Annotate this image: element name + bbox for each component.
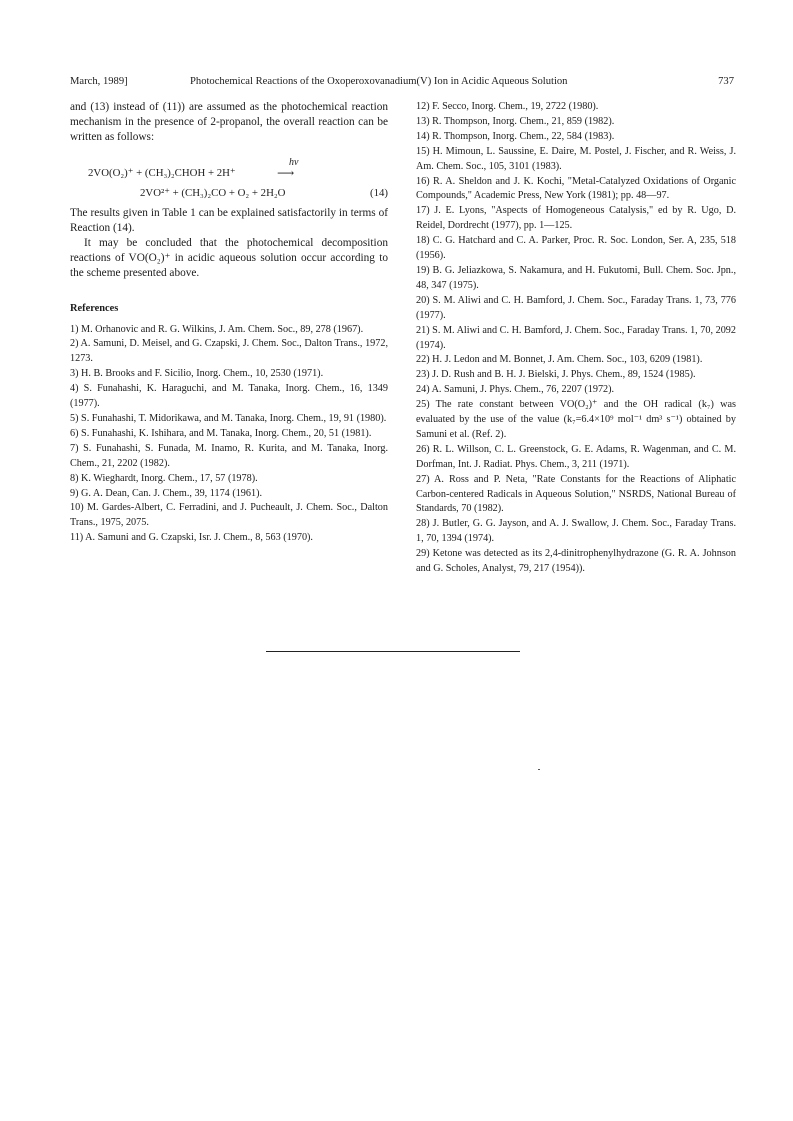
results-paragraph: The results given in Table 1 can be explained satisfactorily in terms of Reaction (14). — [70, 206, 388, 234]
reference-item: 20) S. M. Aliwi and C. H. Bamford, J. Chem. Soc., Faraday Trans. 1, 73, 776 (1977). — [416, 294, 736, 321]
reference-item: 15) H. Mimoun, L. Saussine, E. Daire, M. Postel, J. Fischer, and R. Weiss, J. Am. Chem. Soc., 105, 3101 (1983). — [416, 145, 736, 172]
reference-item: 2) A. Samuni, D. Meisel, and G. Czapski, J. Chem. Soc., Dalton Trans., 1972, 1273. — [70, 338, 388, 365]
reference-item: 21) S. M. Aliwi and C. H. Bamford, J. Chem. Soc., Faraday Trans. 1, 70, 2092 (1974). — [416, 324, 736, 351]
reference-item: 6) S. Funahashi, K. Ishihara, and M. Tanaka, Inorg. Chem., 20, 51 (1981). — [70, 427, 372, 439]
reference-item: 17) J. E. Lyons, "Aspects of Homogeneous Catalysis," ed by R. Ugo, D. Reidel, Dordrecht (1977), pp. 1—125. — [416, 205, 736, 232]
reference-item: 23) J. D. Rush and B. H. J. Bielski, J. Phys. Chem., 89, 1524 (1985). — [416, 369, 696, 381]
reference-item: 24) A. Samuni, J. Phys. Chem., 76, 2207 (1972). — [416, 384, 615, 396]
equation-products: 2VO²⁺ + (CH₃)₂CO + O₂ + 2H₂O — [140, 186, 286, 199]
reference-item: 8) K. Wieghardt, Inorg. Chem., 17, 57 (1978). — [70, 472, 258, 484]
reference-item: 29) Ketone was detected as its 2,4-dinitrophenylhydrazone (G. R. A. Johnson and G. Scholes, Analyst, 79, 217 (1954)). — [416, 548, 736, 575]
reference-item: 22) H. J. Ledon and M. Bonnet, J. Am. Chem. Soc., 103, 6209 (1981). — [416, 354, 703, 366]
intro-paragraph: and (13) instead of (11)) are assumed as the photochemical reaction mechanism in the presence of 2-propanol, the overall reaction can be written as follows: — [70, 101, 388, 144]
right-column — [416, 100, 736, 577]
reference-item: 11) A. Samuni and G. Czapski, Isr. J. Chem., 8, 563 (1970). — [70, 532, 313, 544]
reference-item: 9) G. A. Dean, Can. J. Chem., 39, 1174 (1961). — [70, 487, 263, 499]
reference-item: 10) M. Gardes-Albert, C. Ferradini, and J. Pucheault, J. Chem. Soc., Dalton Trans., 1975, 2075. — [70, 502, 388, 529]
end-rule — [266, 651, 520, 652]
left-column — [70, 100, 388, 546]
reference-item: 13) R. Thompson, Inorg. Chem., 21, 859 (1982). — [416, 115, 615, 127]
running-title: Photochemical Reactions of the Oxoperoxovanadium(V) Ion in Acidic Aqueous Solution — [190, 76, 568, 87]
reference-item: 5) S. Funahashi, T. Midorikawa, and M. Tanaka, Inorg. Chem., 19, 91 (1980). — [70, 412, 387, 424]
page-number: 737 — [718, 76, 734, 87]
reference-item: 28) J. Butler, G. G. Jayson, and A. J. Swallow, J. Chem. Soc., Faraday Trans. 1, 70, 1394 (1974). — [416, 518, 736, 545]
reference-item: 7) S. Funahashi, S. Funada, M. Inamo, R. Kurita, and M. Tanaka, Inorg. Chem., 21, 2202 (1982). — [70, 442, 388, 469]
reference-item: 12) F. Secco, Inorg. Chem., 19, 2722 (1980). — [416, 101, 599, 112]
reference-item: 25) The rate constant between VO(O₂)⁺ and the OH radical (k₇) was evaluated by the use of the value (k₇=6.4×10⁹ mol⁻¹ dm³ s⁻¹) obtained by Samuni et al. (Ref. 2). — [416, 399, 736, 440]
equation-number: (14) — [370, 186, 388, 199]
scan-speck — [538, 769, 540, 770]
references-heading: References — [70, 302, 119, 314]
conclusion-paragraph: It may be concluded that the photochemical decomposition reactions of VO(O₂)⁺ in acidic aqueous solution occur according to the scheme presented above. — [70, 237, 388, 280]
reference-list-right — [416, 100, 736, 577]
reference-item: 27) A. Ross and P. Neta, "Rate Constants for the Reactions of Aliphatic Carbon-centered Radicals in Aqueous Solution," NSRDS, National Bureau of Standards, 70 (1982). — [416, 473, 736, 515]
reference-item: 14) R. Thompson, Inorg. Chem., 22, 584 (1983). — [416, 130, 615, 142]
reference-item: 18) C. G. Hatchard and C. A. Parker, Proc. R. Soc. London, Ser. A, 235, 518 (1956). — [416, 235, 736, 262]
issue-date: March, 1989] — [70, 76, 128, 87]
reaction-arrow-icon: ⟶ — [277, 165, 295, 180]
equation-14 — [70, 156, 388, 202]
reference-item: 16) R. A. Sheldon and J. K. Kochi, "Metal-Catalyzed Oxidations of Organic Compounds," Academic Press, New York (1981); pp. 48—97. — [416, 175, 736, 202]
equation-hv: hν — [289, 156, 299, 168]
reference-item: 19) B. G. Jeliazkowa, S. Nakamura, and H. Fukutomi, Bull. Chem. Soc. Jpn., 48, 347 (1975). — [416, 264, 736, 291]
equation-reactants: 2VO(O₂)⁺ + (CH₃)₂CHOH + 2H⁺ — [88, 166, 236, 179]
reference-item: 3) H. B. Brooks and F. Sicilio, Inorg. Chem., 10, 2530 (1971). — [70, 368, 324, 380]
reference-list-left — [70, 323, 388, 547]
reference-item: 4) S. Funahashi, K. Haraguchi, and M. Tanaka, Inorg. Chem., 16, 1349 (1977). — [70, 383, 388, 410]
reference-item: 1) M. Orhanovic and R. G. Wilkins, J. Am. Chem. Soc., 89, 278 (1967). — [70, 323, 364, 335]
reference-item: 26) R. L. Willson, C. L. Greenstock, G. E. Adams, R. Wagenman, and C. M. Dorfman, Int. J. Radiat. Phys. Chem., 3, 211 (1971). — [416, 443, 736, 470]
